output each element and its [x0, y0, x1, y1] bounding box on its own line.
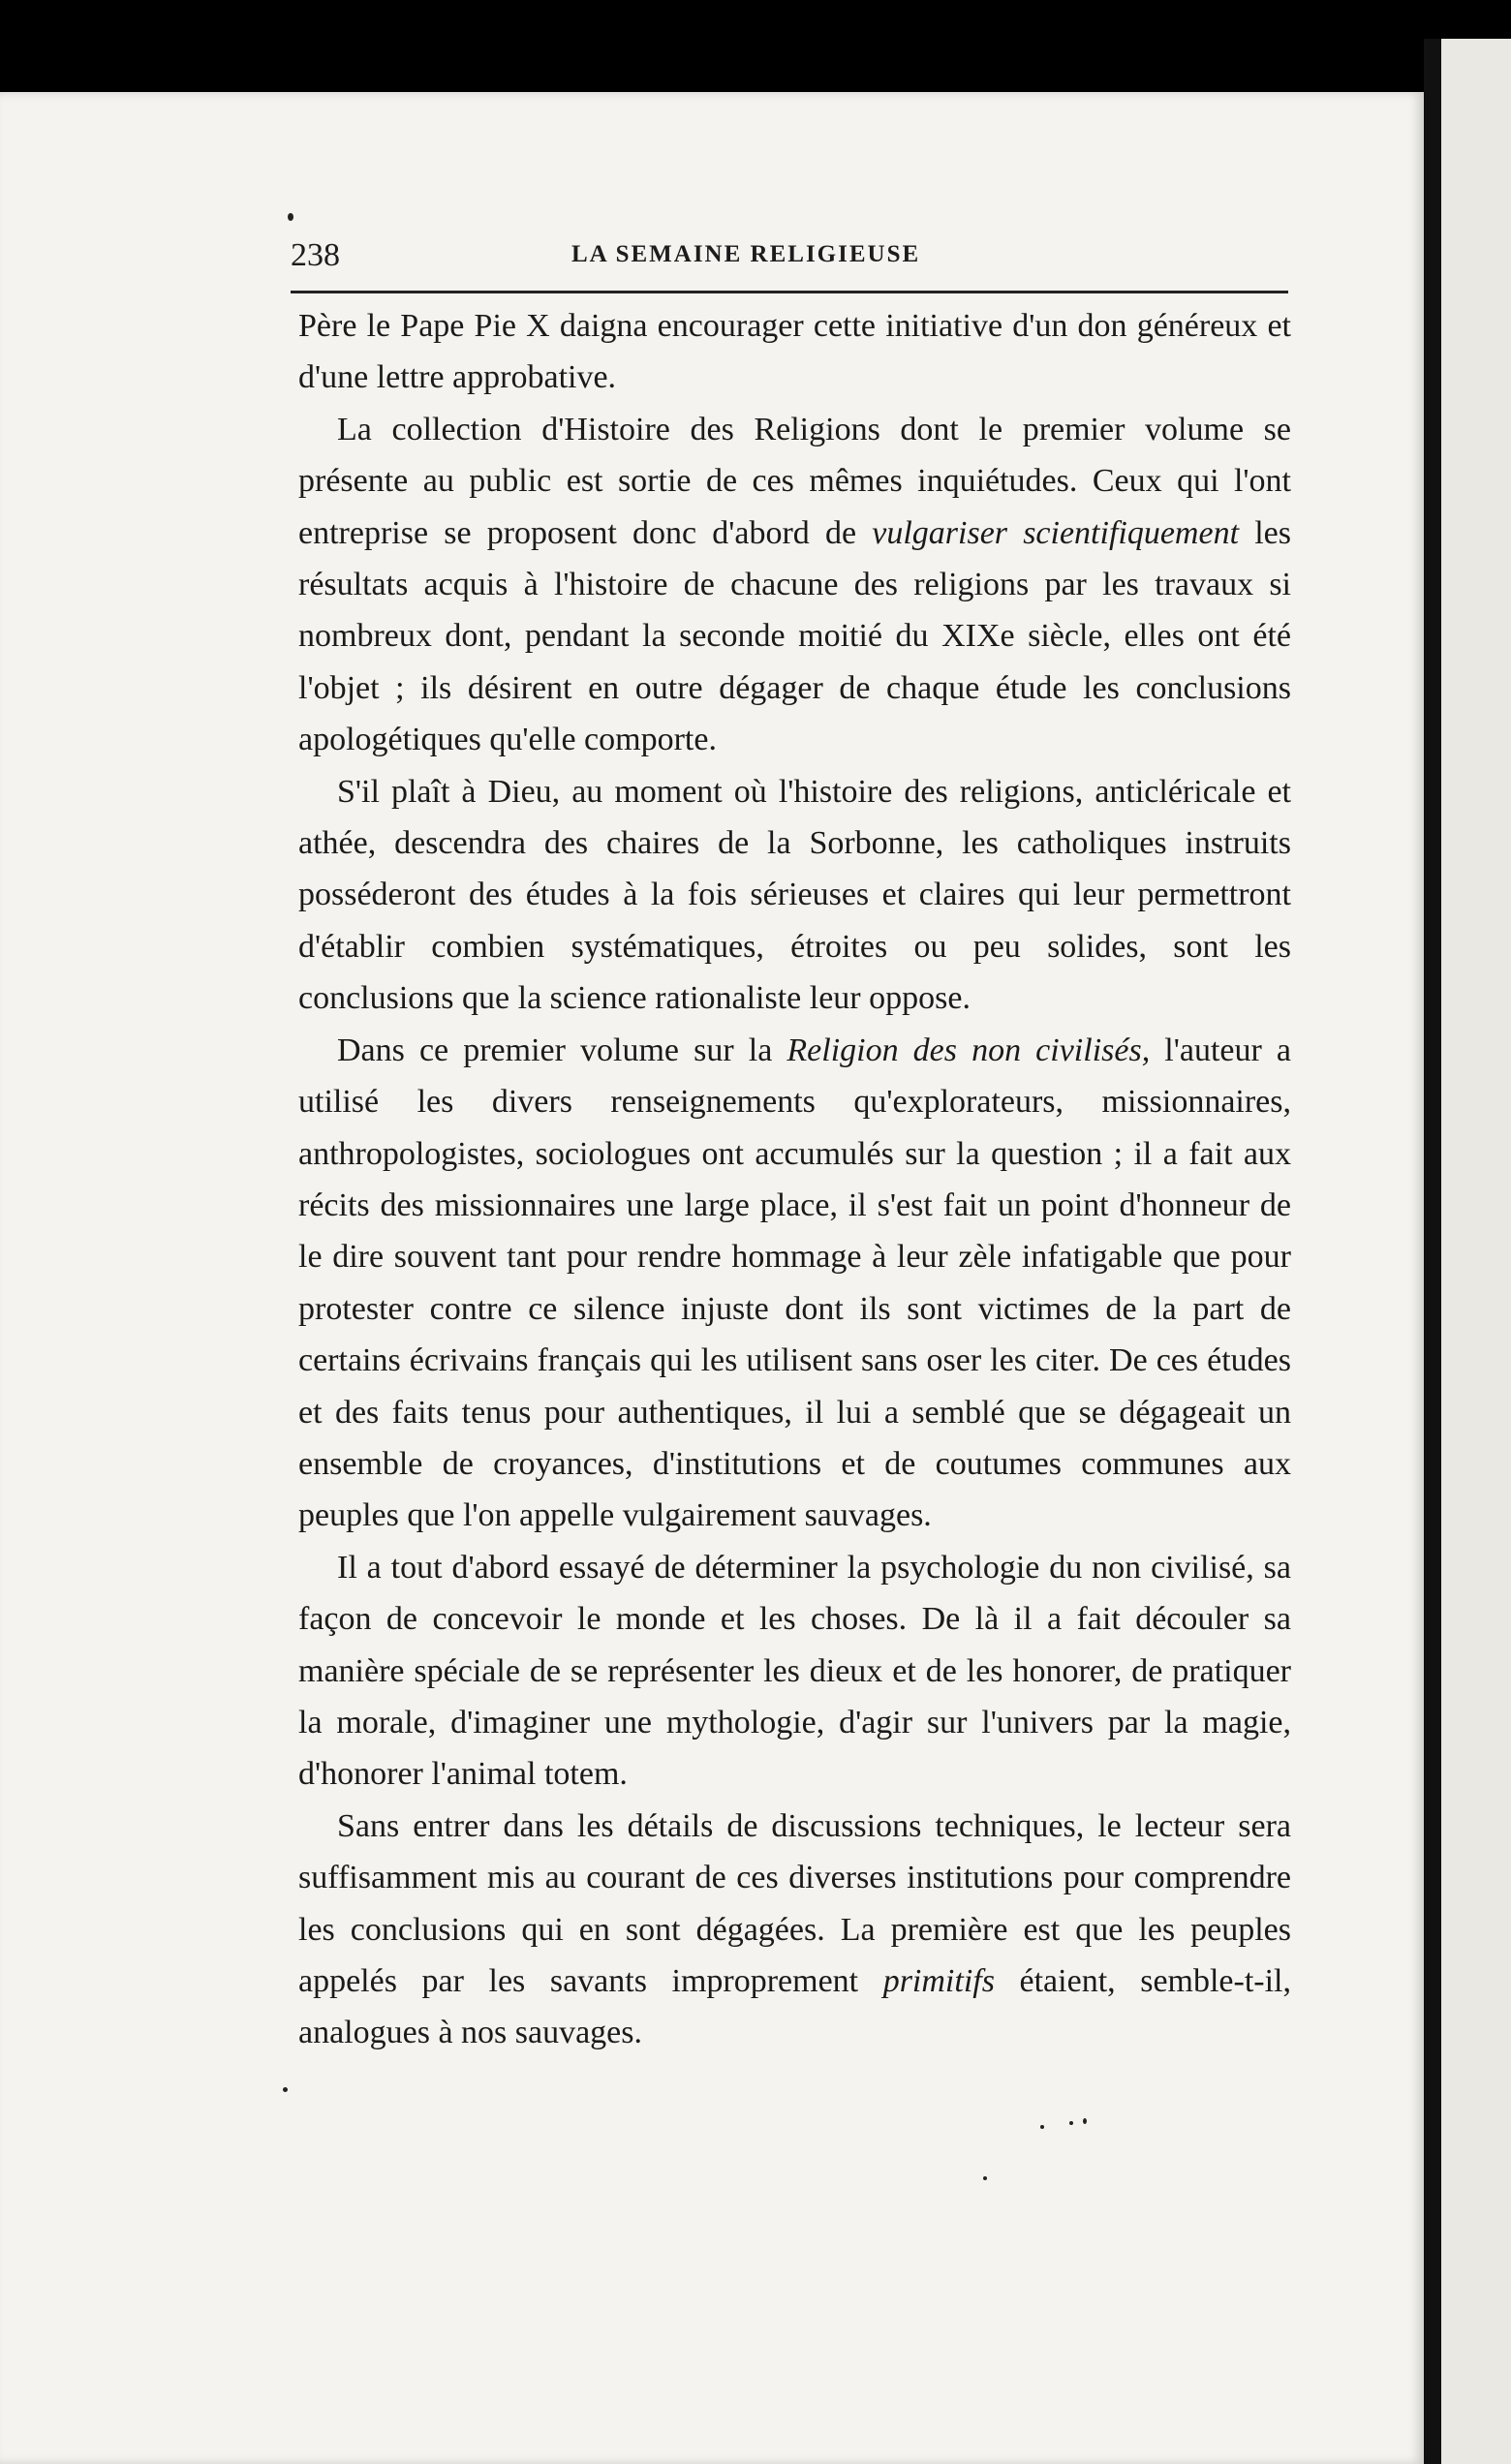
paragraph-text: Sans entrer dans les détails de discussions techniques, le lecteur sera suffisamment mis au courant de ces diverses institutions pour comprendre les conclusions qui en sont dégagées. La première est que les peuples appelés par les savants improprement: [298, 1807, 1291, 1999]
paragraph-text: Père le Pape Pie X daigna encourager cette initiative d'un don généreux et d'une lettre approbative.: [298, 308, 1291, 396]
paragraph: [298, 766, 1291, 1025]
paragraph: [298, 300, 1291, 404]
page-header: [291, 237, 1288, 292]
paragraph-text: S'il plaît à Dieu, au moment où l'histoire des religions, anticléricale et athée, descendra des chaires de la Sorbonne, les catholiques instruits posséderont des études à la fois sérieuses et claires qui leur permettront d'établir combien systématiques, étroites ou peu solides, sont les conclusions que la science rationaliste leur oppose.: [298, 773, 1291, 1017]
paragraph-text: l'auteur a utilisé les divers renseignements qu'explorateurs, missionnaires, anthropologistes, sociologues ont accumulés sur la question ; il a fait aux récits des missionnaires une large place, il s'est fait un point d'honneur de le dire souvent tant pour rendre hommage à leur zèle infatigable que pour protester contre ce silence injuste dont ils sont victimes de la part de certains écrivains français qui les utilisent sans oser les citer. De ces études et des faits tenus pour authentiques, il lui a semblé que se dégageait un ensemble de croyances, d'institutions et de coutumes communes aux peuples que l'on appelle vulgairement sauvages.: [298, 1032, 1291, 1534]
scan-speck: [288, 213, 293, 221]
scan-speck: [1040, 2125, 1044, 2129]
header-rule: [291, 291, 1288, 293]
italic-phrase: vulgariser scientifiquement: [872, 514, 1240, 551]
scan-speck: [283, 2087, 288, 2092]
adjacent-page-edge: [1441, 39, 1511, 2464]
italic-phrase: primitifs: [882, 1963, 995, 1999]
scan-speck: [1069, 2121, 1073, 2125]
italic-phrase: Religion des non civilisés,: [786, 1032, 1151, 1068]
body-text: [298, 300, 1291, 2059]
paragraph: [298, 1801, 1291, 2059]
paragraph: [298, 404, 1291, 766]
scan-speck: [1083, 2118, 1087, 2124]
running-title: LA SEMAINE RELIGIEUSE: [571, 241, 921, 267]
page-number: 238: [291, 237, 340, 273]
paragraph: [298, 1542, 1291, 1801]
paragraph-text: La collection d'Histoire des Religions dont le premier volume se présente au public est sortie de ces mêmes inquiétudes. Ceux qui l'ont entreprise se proposent donc d'abord de: [298, 411, 1291, 551]
paragraph-text: les résultats acquis à l'histoire de chacune des religions par les travaux si nombreux dont, pendant la seconde moitié du XIXe siècle, elles ont été l'objet ; ils désirent en outre dégager de chaque étude les conclusions apologétiques qu'elle comporte.: [298, 514, 1291, 758]
page-gutter: [1424, 39, 1441, 2464]
paragraph-text: Il a tout d'abord essayé de déterminer la psychologie du non civilisé, sa façon de concevoir le monde et les choses. De là il a fait découler sa manière spéciale de se représenter les dieux et de les honorer, de pratiquer la morale, d'imaginer une mythologie, d'agir sur l'univers par la magie, d'honorer l'animal totem.: [298, 1549, 1291, 1793]
paragraph-text: étaient, semble-t-il, analogues à nos sauvages.: [298, 1963, 1291, 2051]
scan-speck: [983, 2176, 987, 2180]
paragraph-text: Dans ce premier volume sur la: [337, 1032, 787, 1068]
paragraph: [298, 1025, 1291, 1542]
